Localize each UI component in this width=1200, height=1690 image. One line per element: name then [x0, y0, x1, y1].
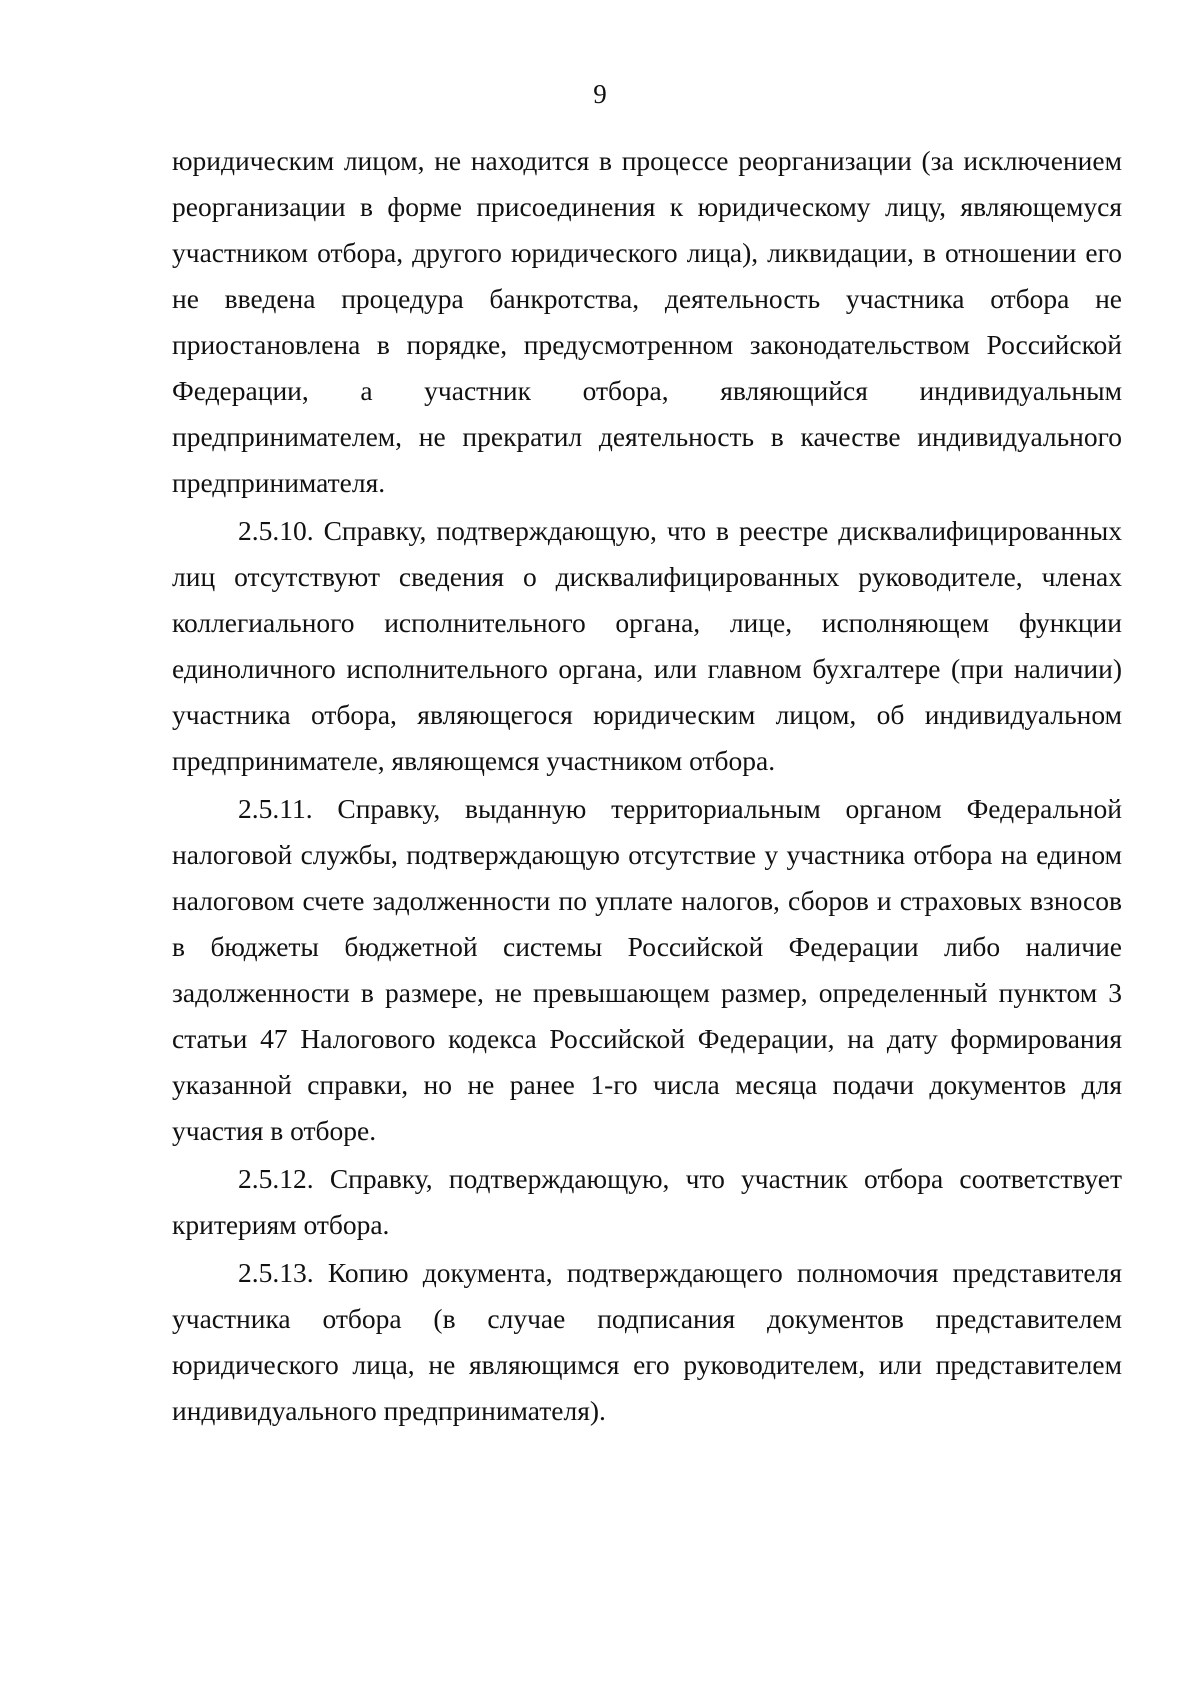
- document-body: [172, 138, 1122, 1434]
- paragraph-continuation: юридическим лицом, не находится в процессе реорганизации (за исключением реорганизации в форме присоединения к юридическому лицу, являющемуся участником отбора, другого юридического лица), ликвидации, в отношении его не введена процедура банкротства, деятельность участника отбора не приостановлена в порядке, предусмотренном законодательством Российской Федерации, а участник отбора, являющийся индивидуальным предпринимателем, не прекратил деятельность в качестве индивидуального предпринимателя.: [172, 145, 1122, 498]
- paragraph-2-5-10: 2.5.10. Справку, подтверждающую, что в реестре дисквалифицированных лиц отсутствуют сведения о дисквалифицированных руководителе, членах коллегиального исполнительного органа, лице, исполняющем функции единоличного исполнительного органа, или главном бухгалтере (при наличии) участника отбора, являющегося юридическим лицом, об индивидуальном предпринимателе, являющемся участником отбора.: [172, 515, 1122, 776]
- page-number: 9: [593, 79, 607, 109]
- paragraph-2-5-11: 2.5.11. Справку, выданную территориальным органом Федеральной налоговой службы, подтверждающую отсутствие у участника отбора на едином налоговом счете задолженности по уплате налогов, сборов и страховых взносов в бюджеты бюджетной системы Российской Федерации либо наличие задолженности в размере, не превышающем размер, определенный пунктом 3 статьи 47 Налогового кодекса Российской Федерации, на дату формирования указанной справки, но не ранее 1-го числа месяца подачи документов для участия в отборе.: [172, 793, 1122, 1146]
- paragraph-2-5-12: 2.5.12. Справку, подтверждающую, что участник отбора соответствует критериям отбора.: [172, 1163, 1122, 1240]
- paragraph-2-5-13: 2.5.13. Копию документа, подтверждающего полномочия представителя участника отбора (в случае подписания документов представителем юридического лица, не являющимся его руководителем, или представителем индивидуального предпринимателя).: [172, 1257, 1122, 1426]
